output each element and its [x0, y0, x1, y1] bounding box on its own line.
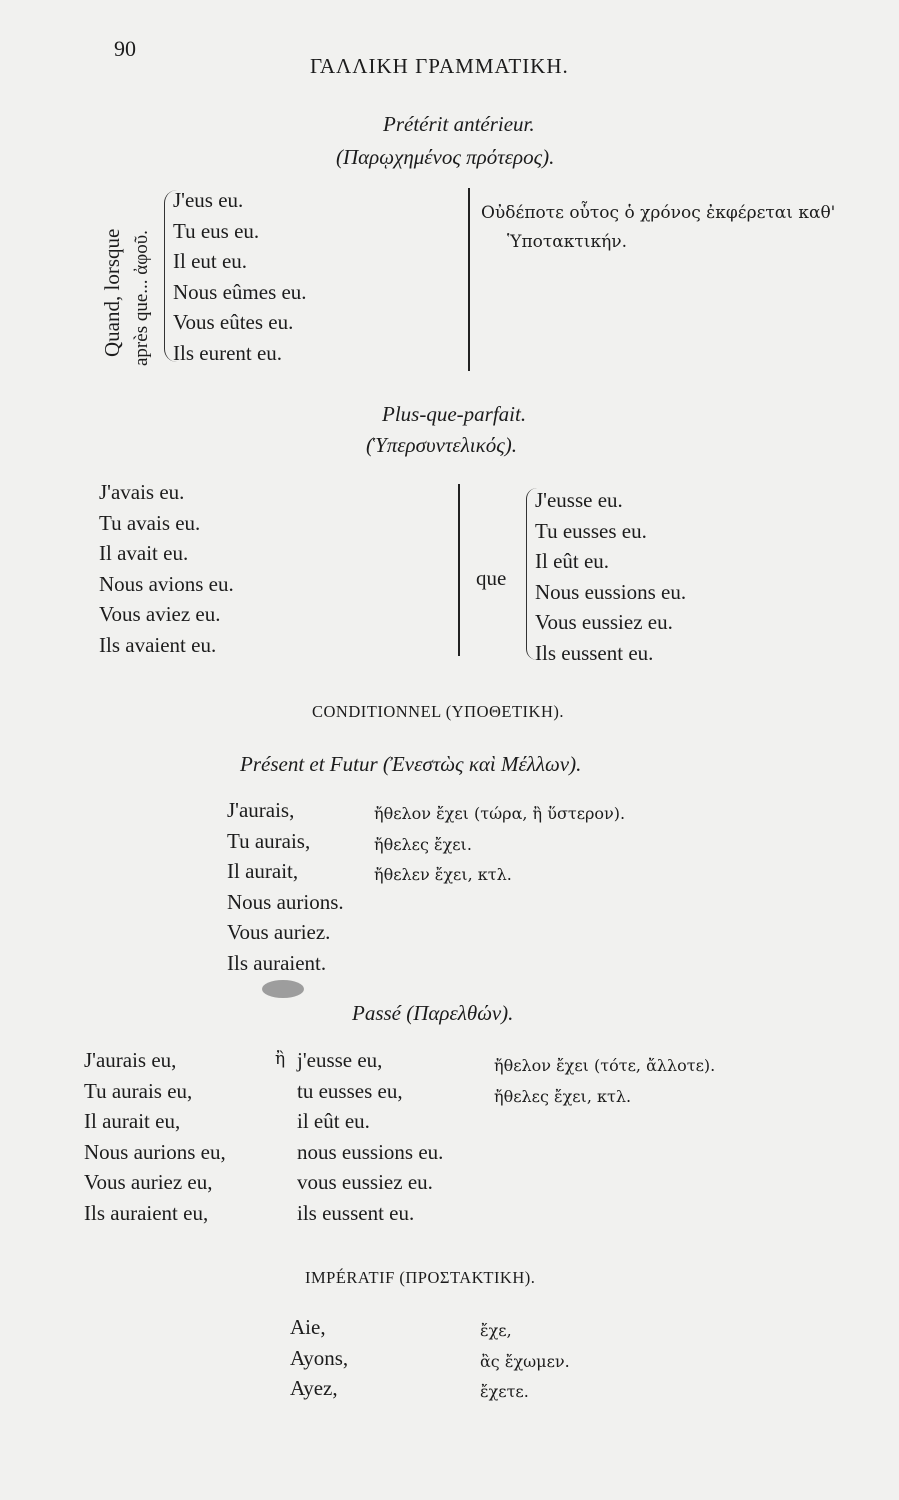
preterit-form: Il eut eu.	[173, 249, 248, 273]
conditionnel-present-title: Présent et Futur (Ἐνεστὼς καὶ Μέλλων).	[240, 752, 582, 776]
plusque-subj-form: Nous eussions eu.	[535, 579, 687, 604]
imperatif-greek-line: ἔχετε.	[480, 1382, 529, 1401]
preterit-form: Ils eurent eu.	[173, 340, 283, 365]
plusque-que-label: que	[476, 566, 507, 590]
conditionnel-present-forms	[227, 795, 344, 978]
preterit-note-line-1: Οὐδέποτε οὗτος ὁ χρόνος ἐκφέρεται καθ'	[481, 203, 836, 223]
preterit-side-label-1: Quand, lorsque	[100, 228, 124, 357]
passe-greek-line: ἤθελον ἔχει (τότε, ἄλλοτε).	[494, 1056, 716, 1075]
preterit-side-label-2: après que... ἀφοῦ.	[131, 230, 152, 366]
conditionnel-form: Nous aurions.	[227, 889, 344, 914]
preterit-divider	[468, 188, 470, 371]
passe-form: Nous aurions eu,	[84, 1139, 226, 1164]
passe-col1	[84, 1045, 226, 1228]
plusque-subj-form: J'eusse eu.	[535, 488, 623, 512]
plusque-form: Il avait eu.	[99, 541, 189, 565]
imperatif-form: Ayez,	[290, 1376, 338, 1400]
plusque-form: Ils avaient eu.	[99, 632, 217, 657]
passe-form: Vous auriez eu,	[84, 1170, 213, 1194]
passe-subj-form: tu eusses eu,	[297, 1078, 403, 1103]
imperatif-form: Ayons,	[290, 1345, 349, 1370]
conditionnel-form: Ils auraient.	[227, 950, 327, 975]
plusque-divider	[458, 484, 460, 656]
plusque-form: Nous avions eu.	[99, 571, 234, 596]
plusque-subj-form: Ils eussent eu.	[535, 640, 654, 665]
plusque-subj-form: Il eût eu.	[535, 549, 610, 573]
passe-form: J'aurais eu,	[84, 1048, 177, 1072]
conditionnel-form: J'aurais,	[227, 798, 295, 822]
preterit-form: Nous eûmes eu.	[173, 279, 307, 304]
conditionnel-form: Tu aurais,	[227, 828, 311, 853]
plusque-left-forms	[99, 477, 234, 660]
passe-form: Il aurait eu,	[84, 1109, 181, 1133]
conditionnel-form: Vous auriez.	[227, 920, 331, 944]
imperatif-greek-line: ἔχε,	[480, 1321, 512, 1340]
passe-greek-line: ἤθελες ἔχει, κτλ.	[494, 1086, 632, 1106]
preterit-form: Tu eus eu.	[173, 218, 260, 243]
plusque-title: Plus-que-parfait.	[382, 402, 527, 426]
conditionnel-greek: ἤθελον ἔχει (τώρα, ἢ ὕστερον).	[374, 804, 626, 823]
imperatif-form: Aie,	[290, 1315, 326, 1339]
imperatif-greek-line: ἂς ἔχωμεν.	[480, 1351, 570, 1371]
running-head: ΓΑΛΛΙΚΗ ΓΡΑΜΜΑΤΙΚΗ.	[310, 54, 569, 78]
passe-subj-form: il eût eu.	[297, 1109, 370, 1133]
conditionnel-title: CONDITIONNEL (ΥΠΟΘΕΤΙΚΗ).	[312, 702, 564, 721]
conditionnel-present-greek	[374, 799, 625, 891]
preterit-forms	[173, 185, 307, 368]
passe-subj-form: j'eusse eu,	[297, 1048, 383, 1072]
preterit-note-line-2: Ὑποτακτικήν.	[507, 232, 627, 252]
passe-subj-form: vous eussiez eu.	[297, 1170, 433, 1194]
conditionnel-greek: ἤθελεν ἔχει, κτλ.	[374, 865, 512, 884]
passe-form: Ils auraient eu,	[84, 1200, 209, 1225]
preterit-title: Prétérit antérieur.	[383, 112, 535, 136]
passe-form: Tu aurais eu,	[84, 1078, 193, 1103]
plusque-form: Vous aviez eu.	[99, 602, 221, 626]
conditionnel-form: Il aurait,	[227, 859, 299, 883]
plusque-subtitle: (Ὑπερσυντελικός).	[366, 433, 517, 457]
passe-subj-form: nous eussions eu.	[297, 1139, 444, 1164]
imperatif-greek	[480, 1316, 570, 1408]
conditionnel-greek: ἤθελες ἔχει.	[374, 834, 472, 854]
imperatif-forms	[290, 1312, 348, 1404]
preterit-subtitle: (Παρῳχημένος πρότερος).	[336, 145, 555, 169]
plusque-form: Tu avais eu.	[99, 510, 201, 535]
preterit-form: Vous eûtes eu.	[173, 310, 294, 334]
passe-col2	[297, 1045, 443, 1228]
plusque-right-forms	[535, 485, 686, 668]
passe-greek	[494, 1051, 715, 1112]
passe-prefix: ἢ	[275, 1049, 286, 1069]
conditionnel-passe-title: Passé (Παρελθών).	[352, 1001, 514, 1025]
passe-subj-form: ils eussent eu.	[297, 1200, 415, 1225]
preterit-form: J'eus eu.	[173, 188, 244, 212]
ink-smudge	[262, 980, 304, 998]
plusque-form: J'avais eu.	[99, 480, 185, 504]
plusque-subj-form: Tu eusses eu.	[535, 518, 647, 543]
imperatif-title: IMPÉRATIF (ΠΡΟΣΤΑΚΤΙΚΗ).	[305, 1268, 536, 1287]
page-number: 90	[114, 36, 136, 61]
plusque-subj-form: Vous eussiez eu.	[535, 610, 673, 634]
